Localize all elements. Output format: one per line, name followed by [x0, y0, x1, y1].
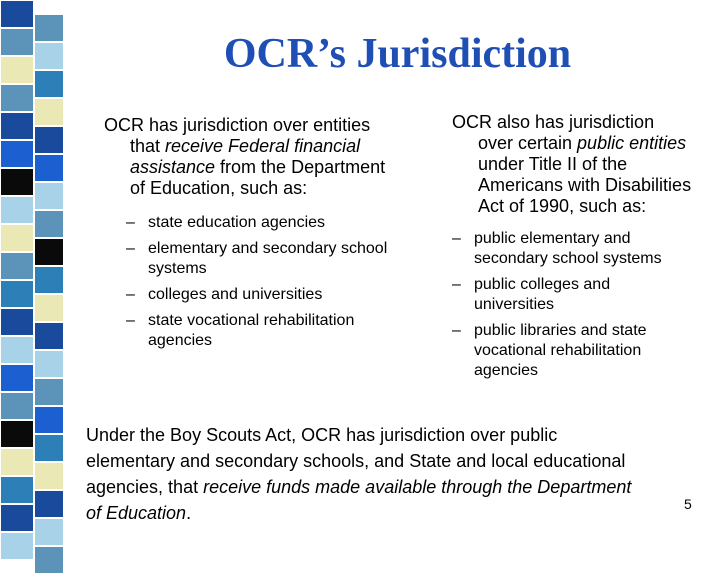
- decorative-square: [34, 350, 64, 378]
- right-lead-text: OCR also has jurisdiction over certain public entities under Title II of the Americans with Disabilities Act of 1990, such as:: [452, 112, 692, 216]
- list-item: – public colleges and universities: [452, 275, 692, 315]
- decorative-square: [0, 392, 34, 420]
- slide-title: OCR’s Jurisdiction: [223, 31, 572, 77]
- decorative-square: [0, 280, 34, 308]
- list-item: – elementary and secondary school systems: [126, 239, 404, 279]
- decorative-square: [0, 224, 34, 252]
- decorative-square: [0, 28, 34, 56]
- decorative-square: [34, 70, 64, 98]
- decorative-square: [0, 84, 34, 112]
- decorative-square: [34, 490, 64, 518]
- decorative-square: [34, 14, 64, 42]
- right-item-list: [452, 229, 692, 381]
- list-item: – colleges and universities: [126, 285, 404, 305]
- decorative-square: [0, 420, 34, 448]
- decorative-square: [0, 308, 34, 336]
- decorative-square: [0, 532, 34, 560]
- decorative-square: [0, 364, 34, 392]
- decorative-square: [0, 0, 34, 28]
- decorative-square: [0, 140, 34, 168]
- decorative-square: [34, 294, 64, 322]
- list-item: – state education agencies: [126, 213, 404, 233]
- decorative-square: [0, 168, 34, 196]
- decorative-square: [34, 238, 64, 266]
- decorative-square: [34, 406, 64, 434]
- page-number: 5: [684, 496, 692, 512]
- decorative-square: [34, 42, 64, 70]
- decorative-square: [34, 434, 64, 462]
- left-column: [104, 115, 404, 357]
- decorative-square: [34, 322, 64, 350]
- decorative-square: [0, 56, 34, 84]
- decorative-square: [34, 182, 64, 210]
- decorative-square: [34, 546, 64, 574]
- decorative-square: [34, 98, 64, 126]
- decorative-square: [0, 476, 34, 504]
- decorative-square: [34, 462, 64, 490]
- list-item: – public libraries and state vocational rehabilitation agencies: [452, 321, 692, 381]
- decorative-square: [0, 448, 34, 476]
- decorative-square: [34, 154, 64, 182]
- decorative-square: [34, 266, 64, 294]
- left-item-list: [104, 213, 404, 351]
- list-item: – public elementary and secondary school systems: [452, 229, 692, 269]
- decorative-square-strip: [0, 0, 68, 540]
- decorative-square: [34, 378, 64, 406]
- decorative-square: [0, 504, 34, 532]
- list-item: – state vocational rehabilitation agencies: [126, 311, 404, 351]
- left-lead-text: OCR has jurisdiction over entities that receive Federal financial assistance from the Department of Education, such as:: [104, 115, 386, 198]
- decorative-square: [0, 196, 34, 224]
- decorative-square: [34, 210, 64, 238]
- decorative-square: [34, 518, 64, 546]
- decorative-square: [0, 112, 34, 140]
- decorative-square: [0, 336, 34, 364]
- decorative-square: [34, 126, 64, 154]
- boy-scouts-act-text: Under the Boy Scouts Act, OCR has jurisdiction over public elementary and secondary schools, and State and local educational agencies, that receive funds made available through the Department of Education.: [86, 425, 632, 523]
- right-column: [452, 112, 692, 387]
- decorative-square: [0, 252, 34, 280]
